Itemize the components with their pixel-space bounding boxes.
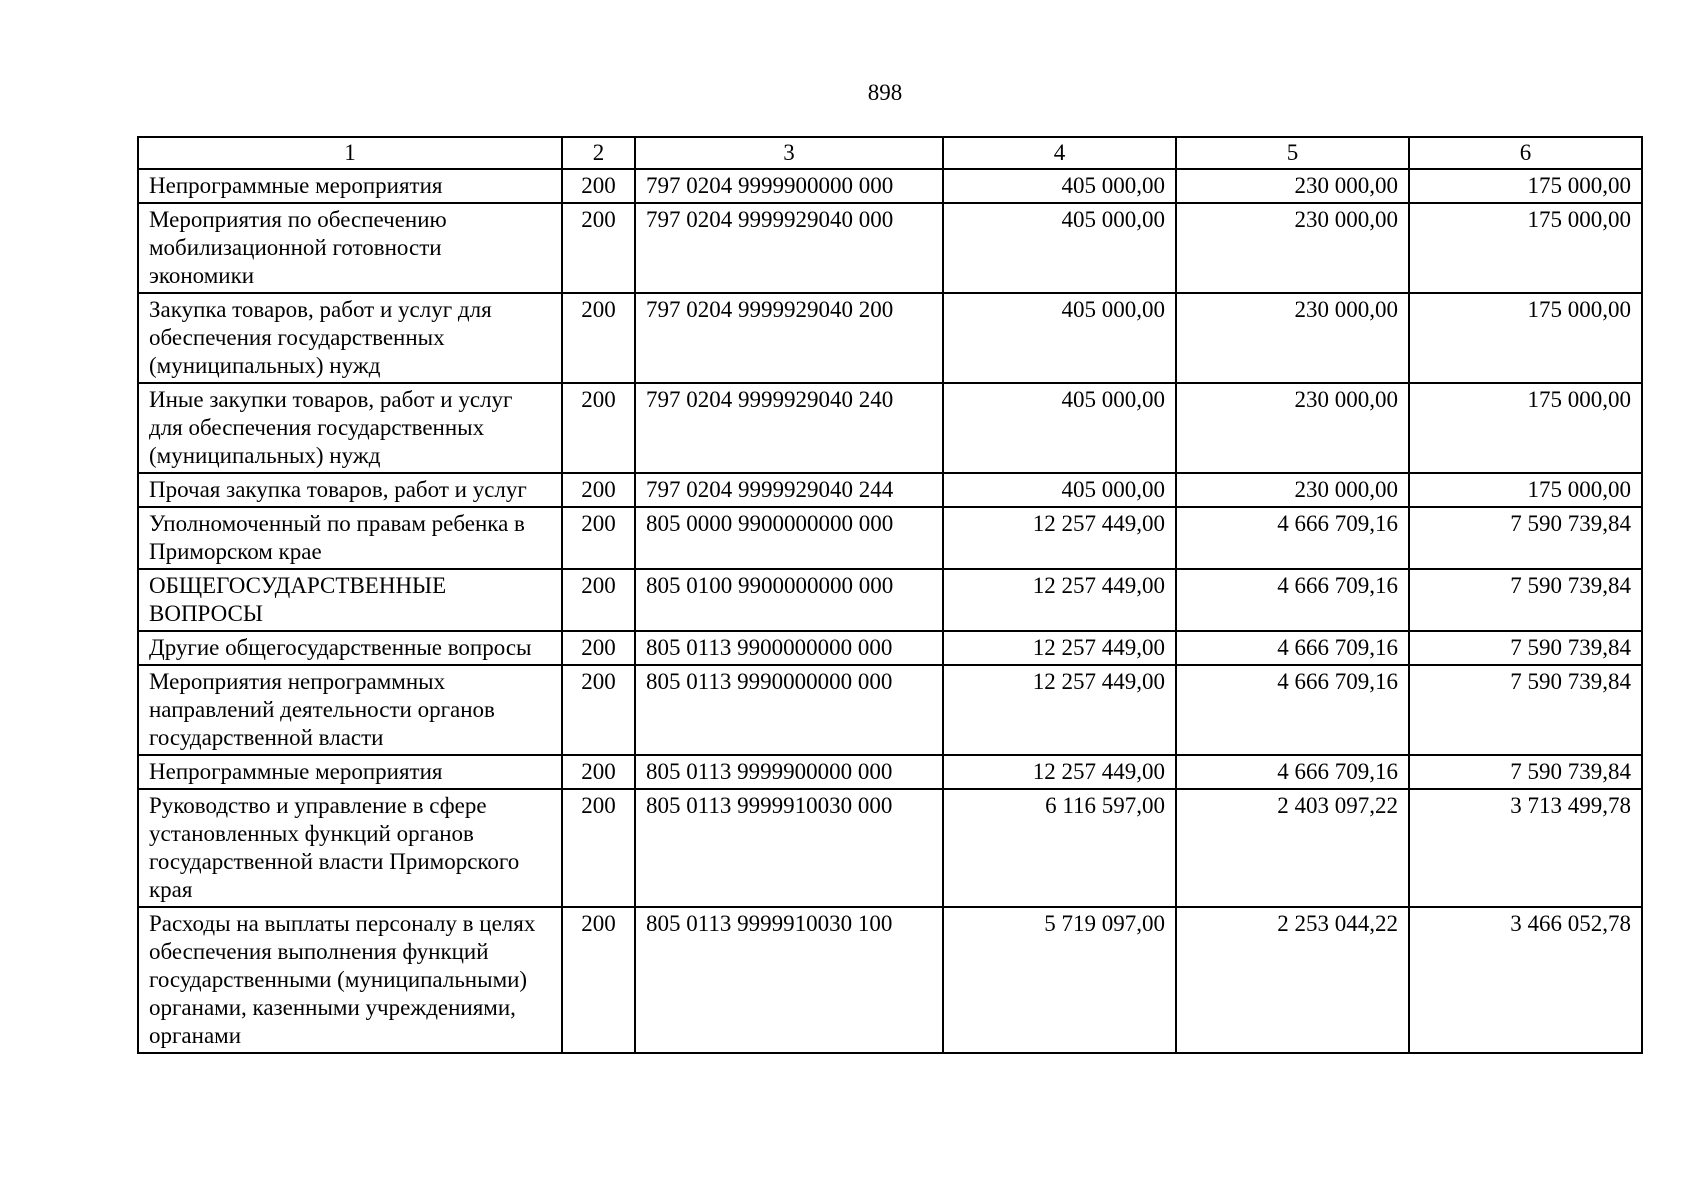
row-value-6: 3 713 499,78	[1409, 789, 1642, 907]
row-value-6: 7 590 739,84	[1409, 631, 1642, 665]
row-value-6: 7 590 739,84	[1409, 569, 1642, 631]
row-classification-code: 805 0113 9999910030 000	[635, 789, 943, 907]
row-classification-code: 797 0204 9999929040 000	[635, 203, 943, 293]
row-value-4: 405 000,00	[943, 383, 1176, 473]
table-header-row	[138, 137, 1642, 169]
table-row	[138, 203, 1642, 293]
row-value-4: 12 257 449,00	[943, 755, 1176, 789]
row-value-5: 230 000,00	[1176, 169, 1409, 203]
row-code: 200	[562, 755, 635, 789]
table-row	[138, 631, 1642, 665]
row-value-4: 405 000,00	[943, 203, 1176, 293]
row-value-5: 2 253 044,22	[1176, 907, 1409, 1053]
row-value-4: 405 000,00	[943, 473, 1176, 507]
row-code: 200	[562, 789, 635, 907]
column-header: 4	[943, 137, 1176, 169]
row-value-5: 230 000,00	[1176, 293, 1409, 383]
row-value-5: 4 666 709,16	[1176, 665, 1409, 755]
row-name: Непрограммные мероприятия	[138, 755, 562, 789]
table-row	[138, 907, 1642, 1053]
row-code: 200	[562, 665, 635, 755]
row-classification-code: 805 0113 9900000000 000	[635, 631, 943, 665]
row-value-5: 230 000,00	[1176, 383, 1409, 473]
row-name: Другие общегосударственные вопросы	[138, 631, 562, 665]
row-value-5: 4 666 709,16	[1176, 631, 1409, 665]
table-row	[138, 507, 1642, 569]
row-name: Мероприятия непрограммных направлений деятельности органов государственной власти	[138, 665, 562, 755]
row-code: 200	[562, 507, 635, 569]
row-value-4: 12 257 449,00	[943, 569, 1176, 631]
row-name: Прочая закупка товаров, работ и услуг	[138, 473, 562, 507]
row-value-6: 175 000,00	[1409, 169, 1642, 203]
row-classification-code: 805 0113 9999910030 100	[635, 907, 943, 1053]
row-value-6: 175 000,00	[1409, 383, 1642, 473]
row-code: 200	[562, 203, 635, 293]
budget-table	[137, 136, 1643, 1054]
row-name: Расходы на выплаты персоналу в целях обеспечения выполнения функций государственными (муниципальными) органами, казенными учреждениями, органами	[138, 907, 562, 1053]
row-value-4: 12 257 449,00	[943, 665, 1176, 755]
row-classification-code: 805 0100 9900000000 000	[635, 569, 943, 631]
row-classification-code: 797 0204 9999929040 200	[635, 293, 943, 383]
row-name: Мероприятия по обеспечению мобилизационной готовности экономики	[138, 203, 562, 293]
row-classification-code: 805 0000 9900000000 000	[635, 507, 943, 569]
row-value-5: 4 666 709,16	[1176, 569, 1409, 631]
row-name: Уполномоченный по правам ребенка в Приморском крае	[138, 507, 562, 569]
row-value-4: 12 257 449,00	[943, 507, 1176, 569]
table-row	[138, 383, 1642, 473]
table-row	[138, 569, 1642, 631]
row-value-4: 6 116 597,00	[943, 789, 1176, 907]
row-value-6: 7 590 739,84	[1409, 755, 1642, 789]
row-classification-code: 797 0204 9999900000 000	[635, 169, 943, 203]
row-code: 200	[562, 907, 635, 1053]
row-value-5: 230 000,00	[1176, 473, 1409, 507]
table-row	[138, 169, 1642, 203]
row-value-5: 230 000,00	[1176, 203, 1409, 293]
row-value-6: 175 000,00	[1409, 203, 1642, 293]
table-row	[138, 473, 1642, 507]
row-classification-code: 805 0113 9990000000 000	[635, 665, 943, 755]
row-value-5: 2 403 097,22	[1176, 789, 1409, 907]
row-name: Непрограммные мероприятия	[138, 169, 562, 203]
column-header: 5	[1176, 137, 1409, 169]
row-code: 200	[562, 631, 635, 665]
row-value-6: 175 000,00	[1409, 473, 1642, 507]
row-code: 200	[562, 569, 635, 631]
row-value-4: 405 000,00	[943, 169, 1176, 203]
column-header: 1	[138, 137, 562, 169]
row-code: 200	[562, 473, 635, 507]
row-value-4: 405 000,00	[943, 293, 1176, 383]
row-value-6: 175 000,00	[1409, 293, 1642, 383]
row-name: Руководство и управление в сфере установленных функций органов государственной власти Приморского края	[138, 789, 562, 907]
table-row	[138, 665, 1642, 755]
page-number: 898	[867, 80, 903, 105]
row-classification-code: 805 0113 9999900000 000	[635, 755, 943, 789]
row-value-4: 12 257 449,00	[943, 631, 1176, 665]
table-row	[138, 789, 1642, 907]
row-classification-code: 797 0204 9999929040 244	[635, 473, 943, 507]
row-value-6: 7 590 739,84	[1409, 507, 1642, 569]
row-value-6: 7 590 739,84	[1409, 665, 1642, 755]
column-header: 6	[1409, 137, 1642, 169]
row-value-5: 4 666 709,16	[1176, 755, 1409, 789]
row-name: ОБЩЕГОСУДАРСТВЕННЫЕ ВОПРОСЫ	[138, 569, 562, 631]
row-name: Иные закупки товаров, работ и услуг для обеспечения государственных (муниципальных) нужд	[138, 383, 562, 473]
row-code: 200	[562, 383, 635, 473]
row-code: 200	[562, 293, 635, 383]
row-code: 200	[562, 169, 635, 203]
column-header: 2	[562, 137, 635, 169]
column-header: 3	[635, 137, 943, 169]
row-value-4: 5 719 097,00	[943, 907, 1176, 1053]
row-name: Закупка товаров, работ и услуг для обеспечения государственных (муниципальных) нужд	[138, 293, 562, 383]
row-value-6: 3 466 052,78	[1409, 907, 1642, 1053]
row-value-5: 4 666 709,16	[1176, 507, 1409, 569]
table-row	[138, 293, 1642, 383]
row-classification-code: 797 0204 9999929040 240	[635, 383, 943, 473]
table-row	[138, 755, 1642, 789]
